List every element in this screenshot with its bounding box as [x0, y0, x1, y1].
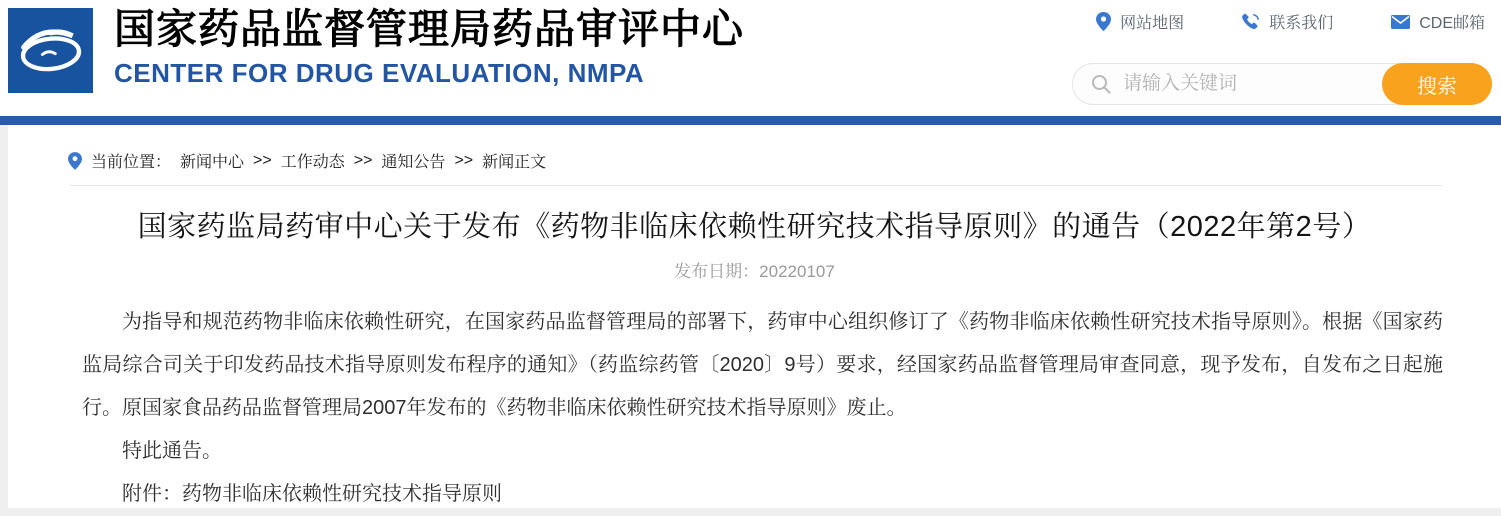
search-button[interactable]: 搜索 [1382, 63, 1492, 105]
quick-link-contact[interactable] [1242, 10, 1333, 33]
site-title-cn: 国家药品监督管理局药品审评中心 [114, 6, 744, 52]
site-title-en: CENTER FOR DRUG EVALUATION, NMPA [114, 58, 645, 88]
article-title: 国家药监局药审中心关于发布《药物非临床依赖性研究技术指导原则》的通告（2022年第2号） [137, 211, 1372, 243]
search-input[interactable] [1121, 65, 1382, 103]
article-body [82, 301, 1443, 516]
quick-link-label: CDE邮箱 [1419, 15, 1485, 32]
breadcrumb-item-article[interactable]: 新闻正文 [482, 154, 547, 171]
publish-date-value: 20220107 [759, 262, 835, 281]
quick-links [1096, 10, 1485, 33]
site-logo[interactable] [8, 8, 93, 93]
article-paragraph: 为指导和规范药物非临床依赖性研究，在国家药品监督管理局的部署下，药审中心组织修订了《药物非临床依赖性研究技术指导原则》。根据《国家药监局综合司关于印发药品技术指导原则发布程序的通知》（药监综药管〔2020〕9号）要求，经国家药品监督管理局审查同意，现予发布，自发布之日起施行。原国家食品药品监督管理局2007年发布的《药物非临床依赖性研究技术指导原则》废止。 [82, 311, 1443, 419]
breadcrumb-divider [70, 185, 1443, 186]
content-panel [8, 125, 1501, 508]
breadcrumb-item-notices[interactable]: 通知公告 [381, 154, 446, 171]
cde-logo-icon [15, 19, 87, 82]
breadcrumb-separator: >> [454, 151, 474, 169]
quick-link-label: 网站地图 [1120, 15, 1185, 32]
phone-icon [1242, 13, 1260, 31]
quick-link-label: 联系我们 [1269, 15, 1334, 32]
attachment-link[interactable]: 药物非临床依赖性研究技术指导原则 [182, 483, 502, 505]
breadcrumb-item-work-updates[interactable]: 工作动态 [280, 154, 345, 171]
quick-link-mailbox[interactable] [1391, 10, 1485, 33]
site-titles [114, 4, 744, 88]
breadcrumb-separator: >> [353, 151, 373, 169]
article-paragraph-closing: 特此通告。 [122, 440, 222, 462]
attachment-label: 附件： [122, 483, 182, 505]
quick-link-sitemap[interactable] [1096, 10, 1184, 33]
attachment-line [82, 473, 1443, 516]
search-bar [1072, 63, 1492, 105]
breadcrumb-separator: >> [253, 151, 272, 169]
breadcrumb [8, 125, 1501, 172]
location-pin-icon [1096, 12, 1111, 31]
envelope-icon [1391, 15, 1410, 29]
breadcrumb-label: 当前位置： [91, 154, 172, 171]
location-pin-icon [68, 152, 82, 170]
header-accent-bar [0, 116, 1501, 125]
search-icon [1091, 74, 1111, 94]
publish-date [8, 257, 1501, 282]
publish-date-label: 发布日期： [674, 262, 760, 281]
site-header [0, 0, 1501, 116]
breadcrumb-item-news-center[interactable]: 新闻中心 [180, 154, 245, 171]
